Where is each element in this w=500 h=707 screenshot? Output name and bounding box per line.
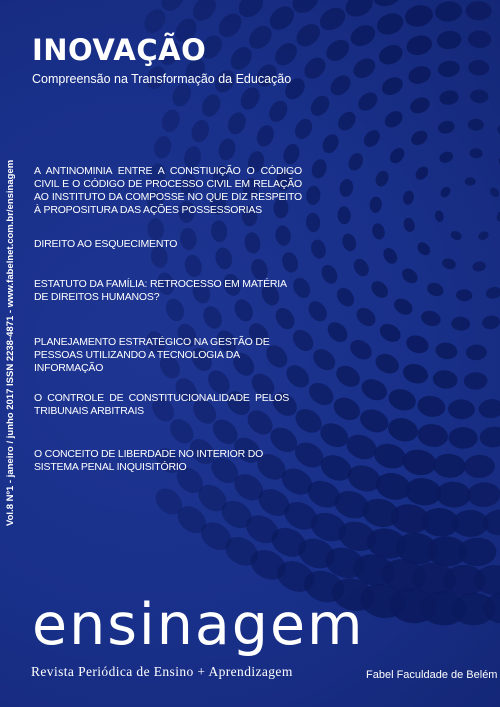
background-dot — [385, 415, 420, 445]
background-dot — [372, 350, 402, 377]
background-dot — [371, 222, 387, 241]
background-dot — [419, 308, 443, 328]
background-dot — [280, 250, 301, 275]
background-dot — [437, 59, 461, 78]
background-dot — [305, 185, 321, 206]
background-dot — [404, 33, 434, 58]
background-dot — [333, 285, 357, 310]
background-dot — [402, 190, 415, 206]
background-dot — [391, 295, 416, 318]
background-dot — [338, 178, 355, 198]
background-dot — [434, 0, 463, 23]
background-dot — [478, 398, 500, 419]
background-dot — [373, 469, 414, 503]
background-dot — [340, 232, 358, 253]
background-dot — [300, 53, 330, 83]
background-dot — [377, 320, 404, 345]
article-title: O CONCEITO DE LIBERDADE NO INTERIOR DO SISTEMA PENAL INQUISITÓRIO — [34, 448, 264, 473]
background-dot — [322, 36, 353, 66]
background-dot — [400, 447, 438, 478]
article-title: O CONTROLE DE CONSTITUCIONALIDADE PELOS TRIBUNAIS ARBITRAIS — [34, 392, 289, 417]
background-dot — [355, 89, 381, 115]
background-dot — [438, 89, 460, 106]
background-dot — [216, 137, 238, 163]
background-dot — [189, 118, 212, 145]
background-dot — [370, 0, 405, 10]
background-dot — [468, 59, 490, 76]
background-dot — [379, 74, 406, 99]
background-dot — [496, 210, 500, 222]
background-dot — [488, 186, 500, 199]
masthead-title: INOVAÇÃO — [32, 33, 207, 67]
background-dot — [465, 1, 492, 21]
background-dot — [342, 0, 377, 21]
background-dot — [327, 72, 355, 100]
background-dot — [266, 97, 291, 125]
background-dot — [376, 41, 406, 68]
background-dot — [401, 361, 431, 387]
background-dot — [346, 151, 366, 173]
background-dot — [386, 386, 419, 414]
article-title: PLANEJAMENTO ESTRATÉGICO NA GESTÃO DE PESSOAS UTILIZANDO A TECNOLOGIA DA INFORMAÇÃO — [34, 336, 270, 374]
background-dot — [330, 393, 364, 425]
background-dot — [451, 316, 471, 331]
spine-issue-info: Vol.8 Nº1 - janeiro / junho 2017 ISSN 2238-4871 - www.fabelnet.com.br/ensinagem — [5, 159, 16, 526]
brand-logo-wordmark: ensinagem — [32, 592, 365, 658]
background-dot — [183, 253, 204, 278]
article-title: ESTATUTO DA FAMÍLIA: RETROCESSO EM MATÉRIA DE DIREITOS HUMANOS? — [34, 278, 287, 303]
background-dot — [152, 134, 173, 160]
background-dot — [237, 84, 263, 113]
background-dot — [470, 89, 489, 104]
article-title: DIREITO AO ESQUECIMENTO — [34, 238, 178, 250]
background-dot — [361, 127, 384, 150]
background-dot — [309, 345, 339, 375]
background-dot — [436, 30, 462, 51]
background-dot — [332, 361, 364, 391]
background-dot — [496, 123, 500, 139]
background-dot — [403, 2, 435, 29]
background-dot — [408, 128, 430, 148]
background-dot — [225, 110, 249, 137]
background-dot — [335, 108, 360, 133]
background-dot — [346, 336, 375, 364]
background-dot — [432, 369, 459, 390]
background-dot — [434, 341, 458, 361]
masthead-subtitle: Compreensão na Transformação da Educação — [32, 72, 292, 86]
background-dot — [408, 95, 432, 117]
background-dot — [337, 206, 351, 225]
background-dot — [281, 142, 302, 167]
background-dot — [272, 304, 299, 332]
background-dot — [467, 30, 491, 49]
background-dot — [425, 281, 445, 299]
background-dot — [292, 19, 324, 50]
background-dot — [416, 394, 447, 419]
background-dot — [477, 230, 490, 242]
background-dot — [481, 314, 500, 330]
background-dot — [309, 157, 328, 180]
background-dot — [305, 298, 331, 325]
background-dot — [467, 118, 484, 131]
background-dot — [485, 285, 500, 300]
background-dot — [200, 303, 226, 332]
background-dot — [448, 427, 478, 449]
background-dot — [381, 245, 400, 266]
background-dot — [319, 262, 341, 286]
background-dot — [305, 378, 338, 410]
background-dot — [432, 453, 466, 479]
background-dot — [437, 119, 456, 135]
background-dot — [465, 344, 487, 360]
background-dot — [226, 43, 256, 74]
background-dot — [382, 108, 406, 131]
background-dot — [371, 440, 409, 472]
background-dot — [456, 289, 473, 302]
background-dot — [316, 3, 350, 35]
background-dot — [464, 372, 488, 390]
background-dot — [434, 210, 445, 223]
background-dot — [399, 265, 420, 286]
background-dot — [309, 238, 328, 261]
background-dot — [254, 123, 277, 149]
background-dot — [324, 318, 352, 346]
background-dot — [373, 169, 390, 189]
background-dot — [319, 131, 341, 156]
background-dot — [415, 240, 433, 258]
background-dot — [358, 375, 390, 404]
background-dot — [464, 454, 496, 478]
background-dot — [307, 92, 333, 119]
background-dot — [305, 212, 321, 233]
brand-tagline: Revista Periódica de Ensino + Aprendizagem — [31, 664, 293, 679]
background-dot — [467, 482, 500, 508]
background-dot — [404, 332, 431, 356]
background-dot — [343, 430, 380, 463]
background-dot — [198, 91, 223, 119]
background-dot — [351, 256, 372, 279]
publisher-name: Fabel Faculdade de Belém — [366, 669, 498, 681]
background-dot — [159, 107, 182, 134]
background-dot — [406, 63, 433, 86]
background-dot — [479, 425, 500, 448]
background-dot — [441, 257, 458, 271]
background-dot — [465, 177, 476, 185]
background-dot — [402, 217, 416, 234]
background-dot — [347, 21, 379, 50]
background-dot — [387, 145, 407, 166]
background-dot — [438, 150, 455, 165]
background-dot — [469, 148, 483, 159]
background-dot — [448, 399, 476, 420]
background-dot — [271, 39, 302, 70]
background-dot — [292, 116, 316, 142]
background-dot — [439, 185, 453, 199]
background-dot — [368, 278, 391, 301]
background-dot — [449, 229, 463, 242]
background-dot — [413, 164, 431, 182]
background-dot — [369, 196, 382, 213]
background-dot — [350, 54, 379, 82]
background-dot — [416, 422, 450, 449]
background-dot — [374, 10, 407, 39]
background-dot — [357, 405, 392, 436]
background-dot — [472, 260, 487, 272]
article-title: A ANTINOMINIA ENTRE A CONSTIUIÇÃO O CÓDIGO CIVIL E O CÓDIGO DE PROCESSO CIVIL EM RELAÇÃO AO INSTITUTO DA COMPOSSE NO QUE DIZ RESPEITO À PROPOSITURA DAS AÇÕES POSSESSORIAS — [34, 165, 302, 216]
background-dot — [353, 304, 379, 330]
